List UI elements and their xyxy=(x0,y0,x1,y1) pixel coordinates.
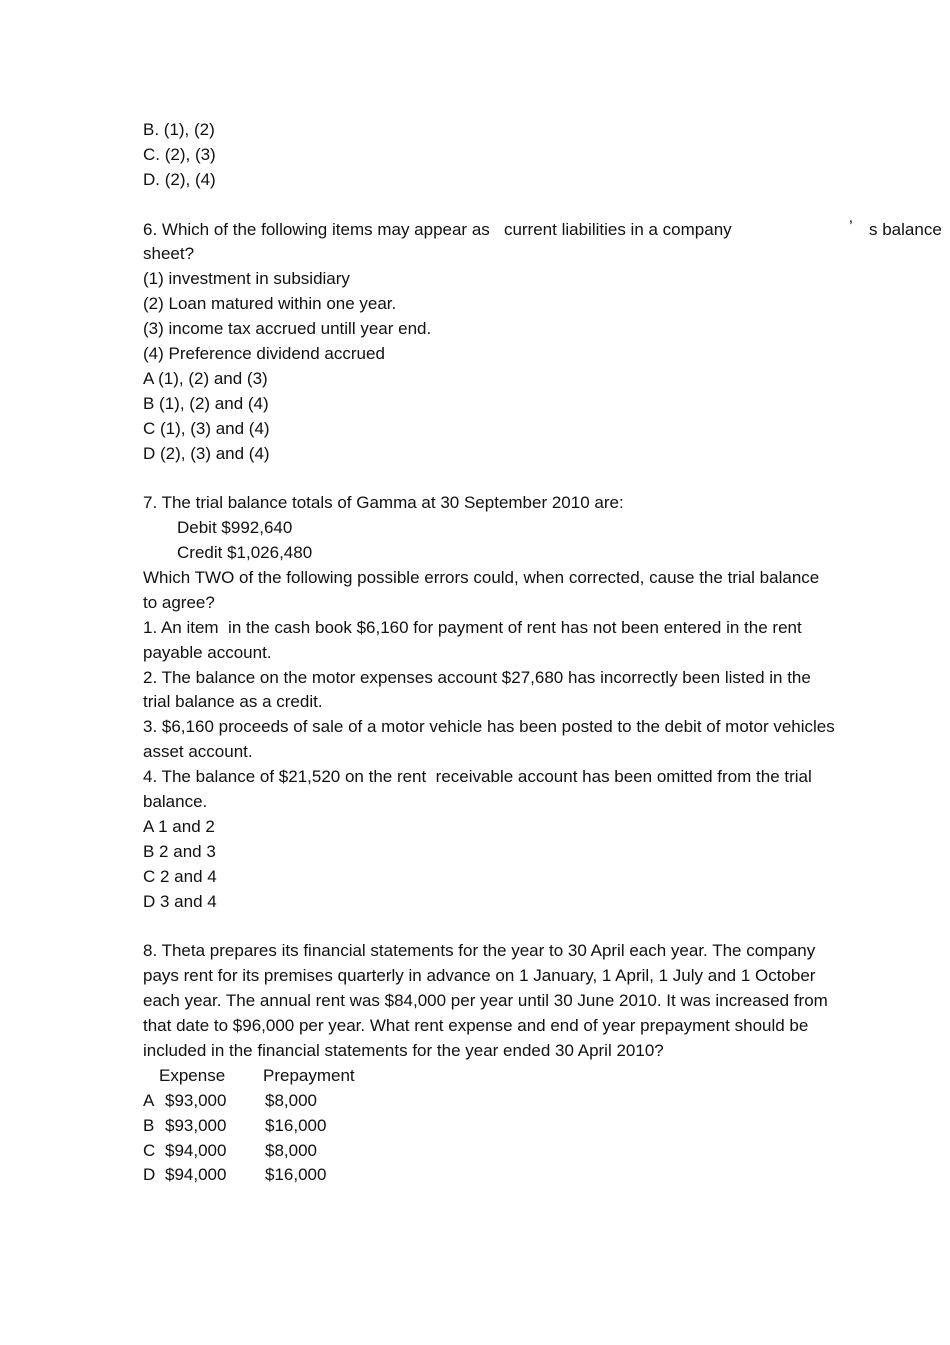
q7-option-b: B 2 and 3 xyxy=(143,841,216,861)
q6-apostrophe: ’ xyxy=(849,216,853,236)
q5-option-d: D. (2), (4) xyxy=(143,169,216,189)
q7-error-3-line2: asset account. xyxy=(143,742,253,762)
q7-question-line2: to agree? xyxy=(143,592,215,612)
q7-error-1-line2: payable account. xyxy=(143,642,272,662)
q8-option-row xyxy=(143,1114,883,1139)
q6-item-4: (4) Preference dividend accrued xyxy=(143,344,385,364)
q8-option-row xyxy=(143,1089,883,1114)
q6-stem-line2: sheet? xyxy=(143,244,195,264)
q8-stem-line4: that date to $96,000 per year. What rent expense and end of year prepayment should be xyxy=(143,1016,809,1036)
q7-error-4-line2: balance. xyxy=(143,792,208,812)
q7-error-3-line1: 3. $6,160 proceeds of sale of a motor vehicle has been posted to the debit of motor vehicles xyxy=(143,717,835,737)
q6-stem xyxy=(143,216,942,243)
q6-stem-part1: 6. Which of the following items may appear as current liabilities in a company xyxy=(143,219,732,239)
q6-option-d: D (2), (3) and (4) xyxy=(143,443,270,463)
q8-option-prepayment: $16,000 xyxy=(265,1115,327,1135)
q8-option-row xyxy=(143,1163,883,1188)
q7-error-2-line2: trial balance as a credit. xyxy=(143,692,323,712)
q7-option-c: C 2 and 4 xyxy=(143,866,217,886)
q7-error-2-line1: 2. The balance on the motor expenses account $27,680 has incorrectly been listed in the xyxy=(143,667,811,687)
q5-option-b: B. (1), (2) xyxy=(143,120,215,139)
q7-option-d: D 3 and 4 xyxy=(143,891,217,911)
q5-option-c: C. (2), (3) xyxy=(143,144,216,164)
q8-option-prepayment: $8,000 xyxy=(265,1140,317,1160)
q8-option-expense: $93,000 xyxy=(165,1115,227,1135)
q8-stem-line5: included in the financial statements for the year ended 30 April 2010? xyxy=(143,1040,664,1060)
q7-error-1-line1: 1. An item in the cash book $6,160 for payment of rent has not been entered in the rent xyxy=(143,617,802,637)
q7-question-line1: Which TWO of the following possible errors could, when corrected, cause the trial balance xyxy=(143,568,820,588)
q8-option-expense: $94,000 xyxy=(165,1165,227,1185)
q8-option-expense: $94,000 xyxy=(165,1140,227,1160)
q8-option-prepayment: $16,000 xyxy=(265,1165,327,1185)
q8-stem-line2: pays rent for its premises quarterly in advance on 1 January, 1 April, 1 July and 1 October xyxy=(143,966,816,986)
document-page xyxy=(143,118,942,1188)
q7-stem: 7. The trial balance totals of Gamma at 30 September 2010 are: xyxy=(143,493,624,513)
q6-option-a: A (1), (2) and (3) xyxy=(143,368,268,388)
q6-option-b: B (1), (2) and (4) xyxy=(143,393,269,413)
q8-option-letter: B xyxy=(143,1115,155,1135)
q8-option-letter: D xyxy=(143,1165,156,1185)
q7-credit: Credit $1,026,480 xyxy=(177,543,313,563)
q8-option-prepayment: $8,000 xyxy=(265,1090,317,1110)
q8-option-letter: A xyxy=(143,1090,155,1110)
q6-item-3: (3) income tax accrued untill year end. xyxy=(143,319,432,339)
q6-option-c: C (1), (3) and (4) xyxy=(143,418,270,438)
q7-error-4-line1: 4. The balance of $21,520 on the rent receivable account has been omitted from the trial xyxy=(143,767,812,787)
q7-debit: Debit $992,640 xyxy=(177,518,293,538)
q8-stem-line1: 8. Theta prepares its financial statements for the year to 30 April each year. The company xyxy=(143,941,816,961)
q8-header-prepayment: Prepayment xyxy=(263,1065,355,1085)
q6-item-2: (2) Loan matured within one year. xyxy=(143,294,397,314)
q7-option-a: A 1 and 2 xyxy=(143,816,215,836)
q8-option-expense: $93,000 xyxy=(165,1090,227,1110)
q8-header-expense: Expense xyxy=(159,1065,226,1085)
q6-item-1: (1) investment in subsidiary xyxy=(143,269,350,289)
q8-stem-line3: each year. The annual rent was $84,000 per year until 30 June 2010. It was increased from xyxy=(143,991,828,1011)
q6-stem-part2: s balance xyxy=(869,219,942,239)
q8-option-letter: C xyxy=(143,1140,156,1160)
q8-option-row xyxy=(143,1139,883,1164)
q8-table-header xyxy=(143,1064,883,1089)
